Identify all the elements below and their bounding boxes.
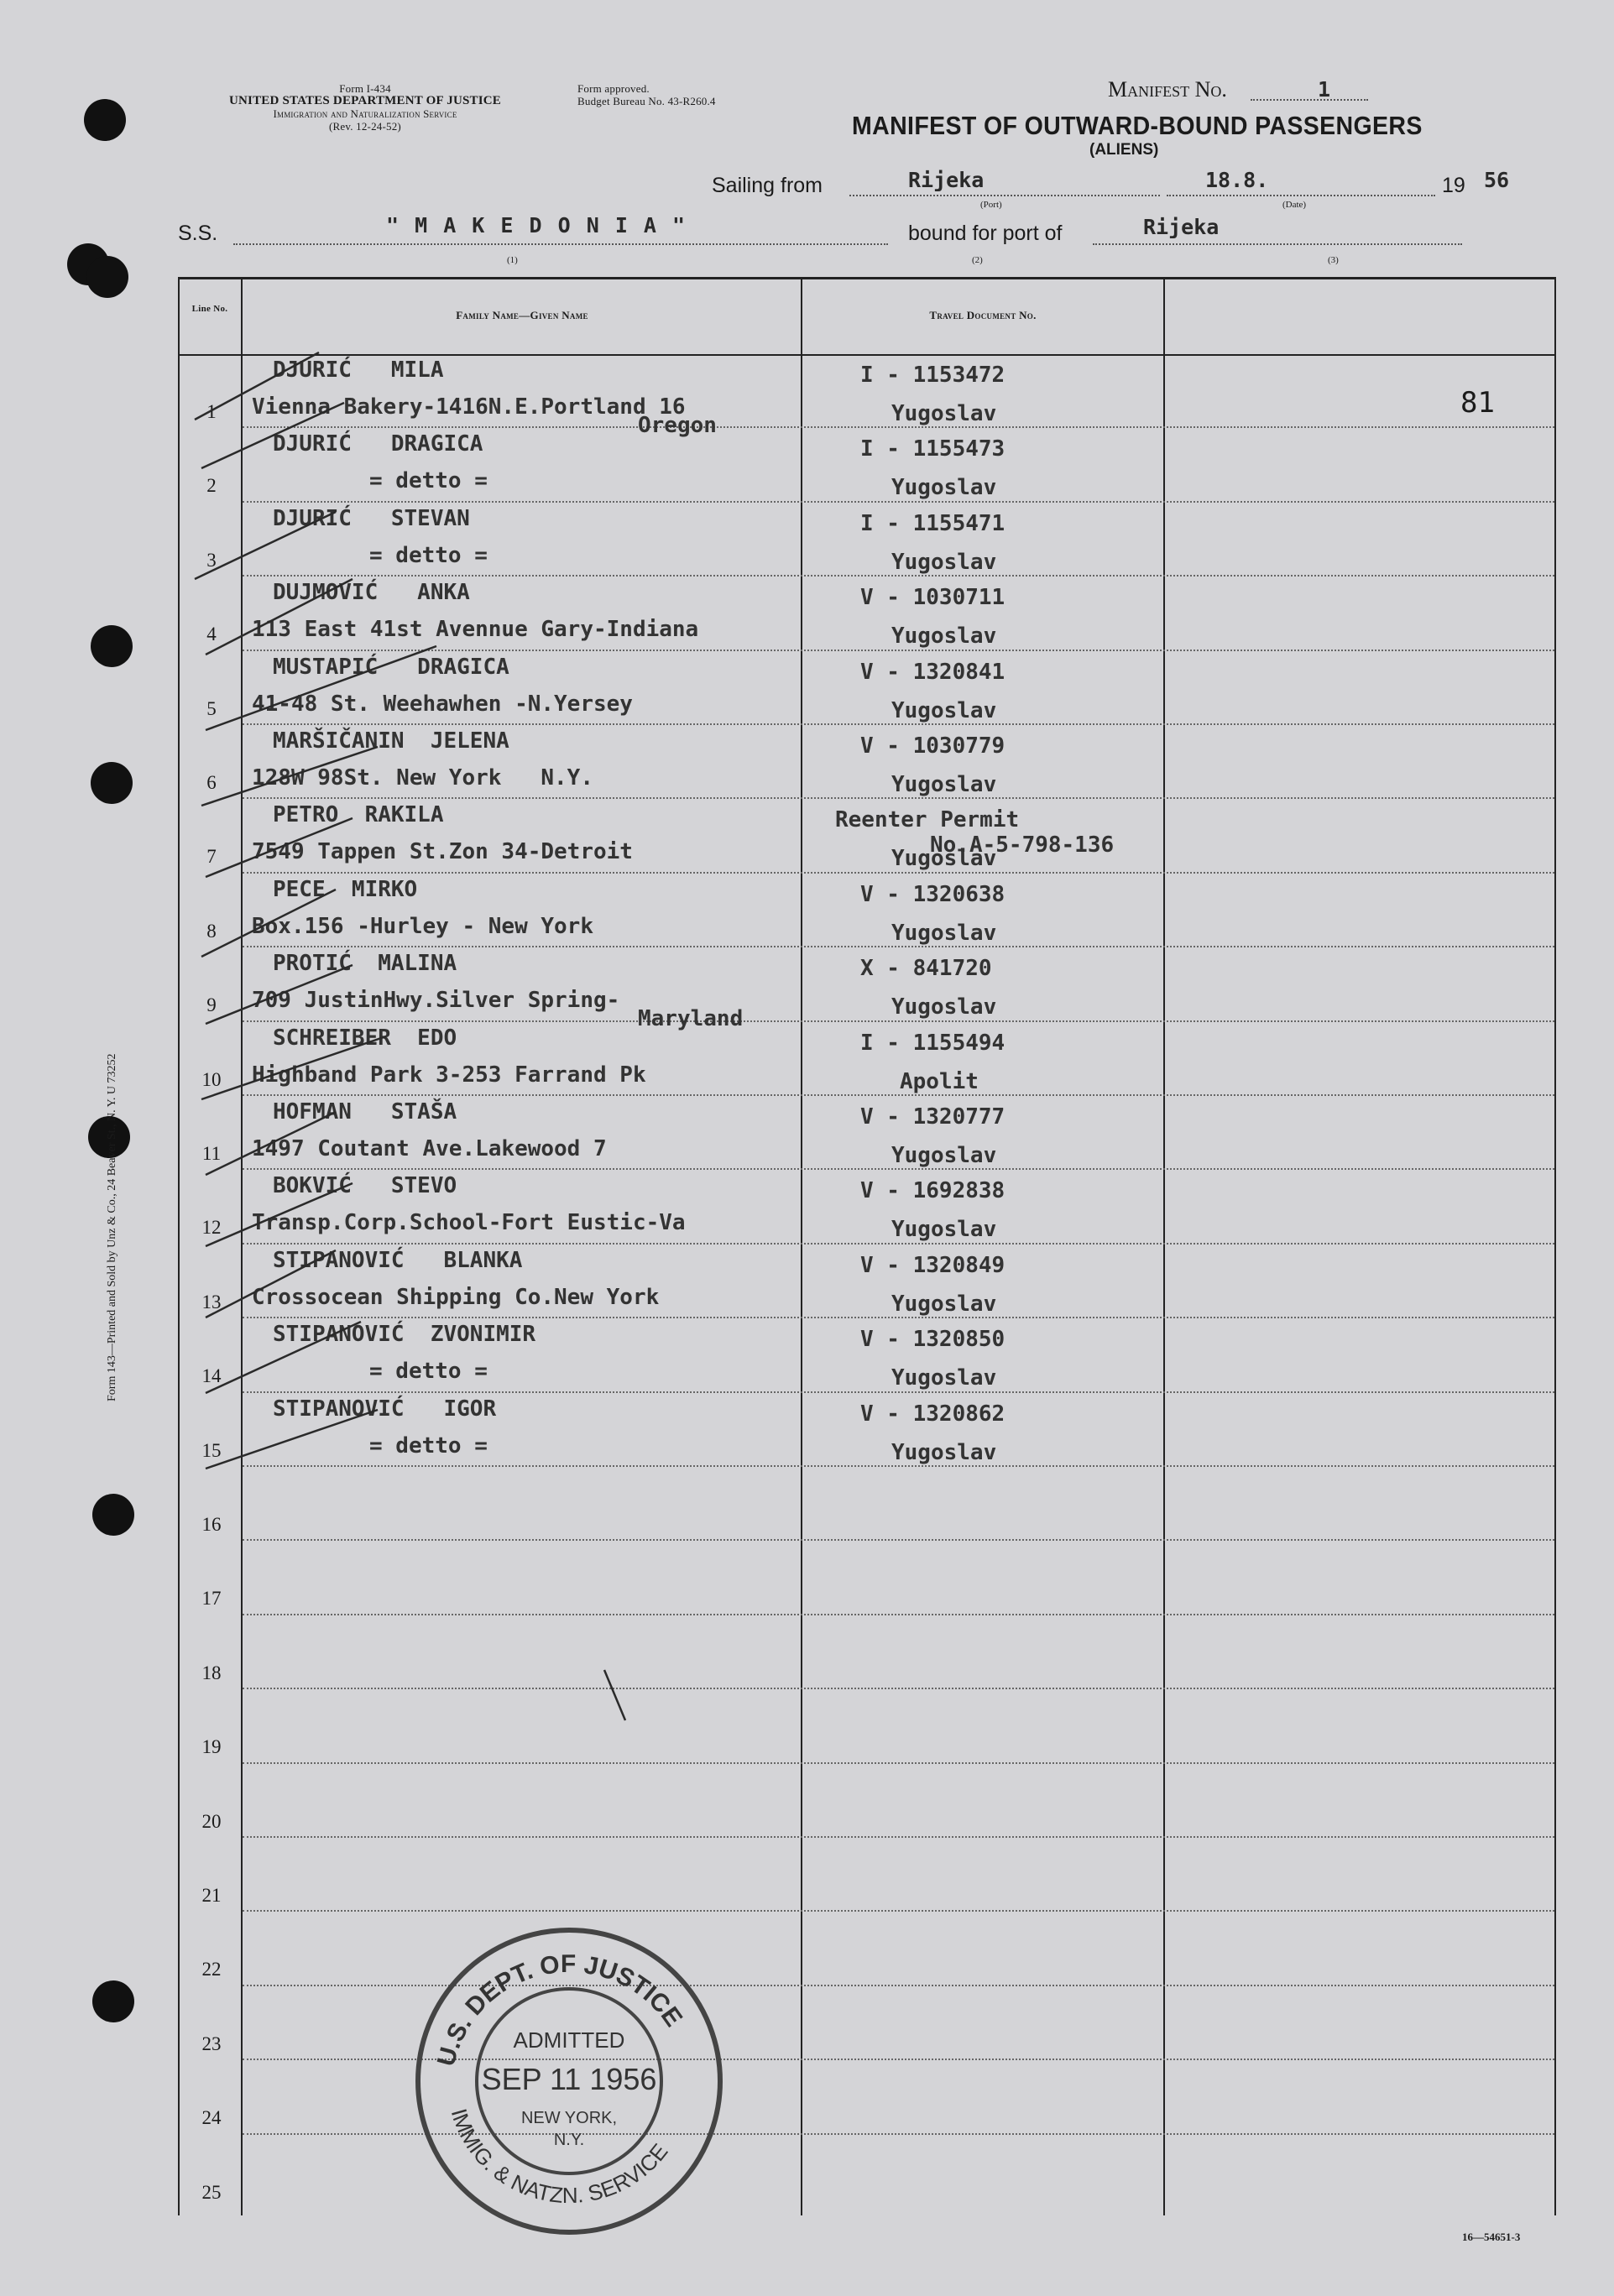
line-number: 24 [201,2107,222,2129]
travel-document-number: I - 1155471 [860,510,1005,536]
nationality: Yugoslav [891,1365,997,1391]
line-number: 12 [201,1217,222,1239]
line-number: 8 [206,920,217,942]
passenger-address: = detto = [369,1432,488,1458]
passenger-address: 128W 98St. New York N.Y. [252,765,593,791]
line-number: 16 [201,1514,222,1535]
passenger-address: Vienna Bakery-1416N.E.Portland 16 [252,394,686,420]
sailing-date: 18.8. [1205,168,1269,192]
year-prefix: 19 [1442,174,1465,197]
travel-document-number: V - 1320849 [860,1252,1005,1278]
nationality: Yugoslav [891,1217,997,1243]
footer-code: 16—54651-3 [1462,2231,1521,2243]
stamp-status: ADMITTED [513,2027,625,2053]
passenger-name: BOKVIĆ STEVO [273,1173,457,1199]
travel-document-number: V - 1030711 [860,585,1005,611]
manifest-subtitle: (ALIENS) [1089,141,1159,159]
nationality: Yugoslav [891,1143,997,1168]
line-number: 2 [206,475,217,497]
travel-document-number: V - 1320777 [860,1104,1005,1130]
stamp-state: N.Y. [553,2131,585,2149]
line-number: 23 [201,2032,222,2054]
line-number: 4 [206,624,217,645]
nationality: Yugoslav [891,624,997,650]
passenger-address: = detto = [369,1359,488,1385]
passenger-name: DJURIĆ DRAGICA [273,431,483,457]
line-number: 5 [206,697,217,719]
passenger-address: Crossocean Shipping Co.New York [252,1284,660,1310]
form-revision: (Rev. 12-24-52) [329,120,401,133]
passenger-address: = detto = [369,542,488,568]
passenger-address: 7549 Tappen St.Zon 34-Detroit [252,839,633,865]
line-number: 7 [206,846,217,868]
travel-document-number: Reenter Permit [835,807,1020,833]
ship-caption: (1) [507,255,518,265]
nationality: Yugoslav [891,1439,997,1465]
passenger-name: MARŠIČANIN JELENA [273,728,509,754]
passenger-name: STIPANOVIĆ ZVONIMIR [273,1322,536,1348]
line-number: 21 [201,1885,222,1906]
nationality: Yugoslav [891,697,997,723]
line-number: 17 [201,1588,222,1610]
service-name: Immigration and Naturalization Service [273,107,457,120]
passenger-name: STIPANOVIĆ IGOR [273,1396,497,1422]
passenger-name: SCHREIBER EDO [273,1025,457,1051]
passenger-name: MUSTAPIĆ DRAGICA [273,654,509,680]
line-number: 14 [201,1365,222,1387]
passenger-name: DUJMOVIĆ ANKA [273,580,470,606]
passenger-address: 113 East 41st Avennue Gary-Indiana [252,617,699,643]
line-number: 18 [201,1662,222,1683]
line-number: 10 [201,1068,222,1090]
passenger-address: Transp.Corp.School-Fort Eustic-Va [252,1210,686,1236]
passenger-address-cont: Maryland [638,1006,744,1032]
nationality: Apolit [900,1068,979,1094]
nationality: Yugoslav [891,920,997,946]
ship-name: " M A K E D O N I A " [386,213,687,237]
travel-document-number: V - 1320841 [860,659,1005,685]
travel-document-number: V - 1320638 [860,881,1005,907]
ss-label: S.S. [178,222,218,245]
travel-document-number: V - 1320862 [860,1401,1005,1427]
travel-document-number: I - 1153472 [860,363,1005,388]
line-number: 22 [201,1959,222,1980]
line-number: 25 [201,2181,222,2203]
travel-document-number: I - 1155494 [860,1030,1005,1056]
travel-document-number-cont: No.A-5-798-136 [930,832,1115,858]
passenger-name: DJURIĆ STEVAN [273,505,470,531]
stamp-city: NEW YORK, [520,2109,618,2127]
line-number: 3 [206,549,217,571]
page-number: 81 [1460,386,1495,420]
nationality: Yugoslav [891,475,997,501]
line-number-header: Line No. [191,304,228,314]
line-number: 11 [201,1143,222,1164]
line-number: 19 [201,1736,222,1758]
year-suffix: 56 [1484,168,1510,192]
name-column-header: Family Name—Given Name [456,309,588,321]
passenger-name: STIPANOVIĆ BLANKA [273,1247,523,1273]
budget-bureau: Budget Bureau No. 43-R260.4 [577,95,716,107]
travel-document-number: X - 841720 [860,956,992,982]
line-number: 1 [206,401,217,422]
line-number: 9 [206,994,217,1016]
nationality: Yugoslav [891,1291,997,1317]
stamp-outer-bottom: IMMIG. & NATZN. SERVICE [446,2106,673,2209]
nationality: Yugoslav [891,994,997,1020]
manifest-title: MANIFEST OF OUTWARD-BOUND PASSENGERS [852,111,1423,140]
bound-for-label: bound for port of [908,222,1063,245]
passenger-name: PROTIĆ MALINA [273,951,457,977]
line-number: 6 [206,772,217,793]
travel-document-number: V - 1692838 [860,1178,1005,1204]
passenger-name: HOFMAN STAŠA [273,1099,457,1125]
nationality: Yugoslav [891,846,997,872]
printer-imprint: Form 143—Printed and Sold by Unz & Co., 24 Beaver St., N. Y. U 73252 [106,1053,118,1401]
nationality: Yugoslav [891,772,997,797]
stamp-outer-top: U.S. DEPT. OF JUSTICE [431,1949,688,2069]
travel-document-number: I - 1155473 [860,436,1005,462]
manifest-number-label: Manifest No. [1108,77,1227,102]
sailing-from-label: Sailing from [712,174,823,197]
passenger-name: PETRO RAKILA [273,802,444,828]
nationality: Yugoslav [891,401,997,426]
travel-document-number: V - 1320850 [860,1327,1005,1353]
bound-port: Rijeka [1143,215,1220,239]
port-caption: (Port) [980,200,1002,210]
passenger-address: = detto = [369,468,488,494]
manifest-number-value: 1 [1318,77,1331,102]
department-name: UNITED STATES DEPARTMENT OF JUSTICE [228,94,502,107]
passenger-address: Highband Park 3-253 Farrand Pk [252,1062,646,1088]
approval-text: Form approved. [577,82,650,95]
travel-document-number: V - 1030779 [860,733,1005,759]
passenger-address: Box.156 -Hurley - New York [252,913,593,939]
passenger-name: PECE MIRKO [273,876,418,902]
date-caption: (Date) [1282,200,1307,210]
line-number: 15 [201,1439,222,1461]
passenger-address-cont: Oregon [638,413,717,438]
nationality: Yugoslav [891,549,997,575]
passenger-address: 709 JustinHwy.Silver Spring- [252,988,620,1014]
line-number: 13 [201,1291,222,1312]
passenger-address: 1497 Coutant Ave.Lakewood 7 [252,1136,607,1161]
passenger-address: 41-48 St. Weehawhen -N.Yersey [252,691,633,717]
form-number: Form I-434 [339,82,391,95]
admitted-stamp [410,1922,729,2241]
third-caption: (3) [1328,255,1339,265]
bound-caption: (2) [972,255,983,265]
passenger-name: DJURIĆ MILA [273,357,444,383]
line-number: 20 [201,1810,222,1832]
stamp-date: SEP 11 1956 [481,2062,657,2096]
sailing-port: Rijeka [908,168,985,192]
travel-document-header: Travel Document No. [929,309,1037,321]
